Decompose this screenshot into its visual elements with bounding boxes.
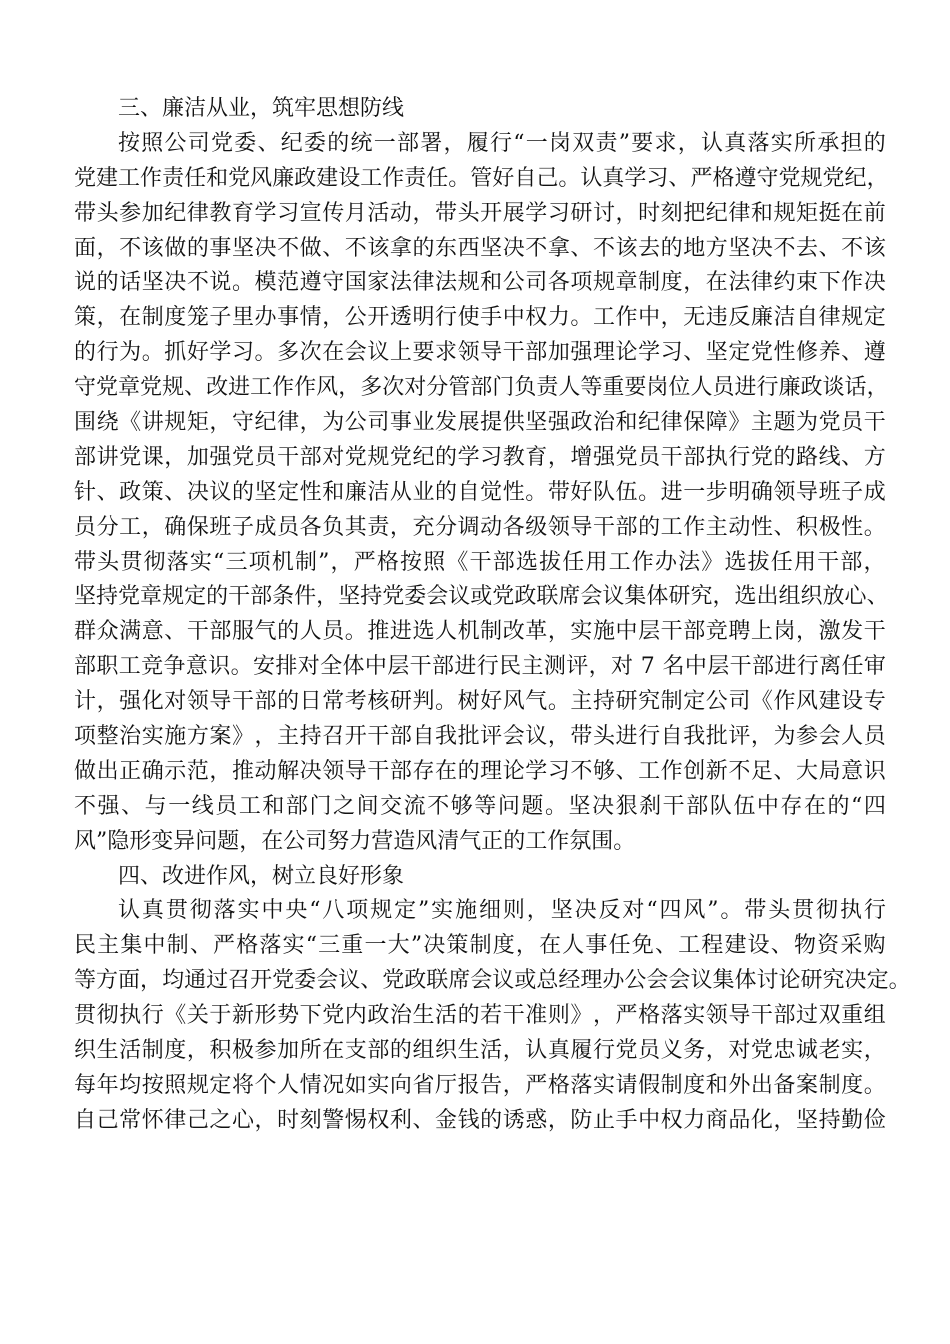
paragraph-line: 每 年 均 按 照 规 定 将 个 人 情 况 如 实 向 省 厅 报 告 ， 严 格 落 实 请 假 制 度 和 外 出 备 案 制 度 。: [74, 1072, 886, 1098]
paragraph-line: 贯 彻 执 行 《 关 于 新 形 势 下 党 内 政 治 生 活 的 若 干 准 则 》 ， 严 格 落 实 领 导 干 部 过 双 重 组: [74, 1003, 886, 1029]
paragraph-line: 说 的 话 坚 决 不 说 。 模 范 遵 守 国 家 法 律 法 规 和 公 司 各 项 规 章 制 度 ， 在 法 律 约 束 下 作 决: [74, 270, 886, 296]
paragraph-line: 民 主 集 中 制 、 严 格 落 实 “ 三 重 一 大 ” 决 策 制 度 ， 在 人 事 任 免 、 工 程 建 设 、 物 资 采 购: [74, 933, 886, 959]
paragraph-line: 群 众 满 意 、 干 部 服 气 的 人 员 。 推 进 选 人 机 制 改 革 ， 实 施 中 层 干 部 竞 聘 上 岗 ， 激 发 干: [74, 619, 886, 645]
paragraph-line: 带 头 贯 彻 落 实 “ 三 项 机 制 ” ， 严 格 按 照 《 干 部 选 拔 任 用 工 作 办 法 》 选 拔 任 用 干 部 ，: [74, 549, 886, 575]
paragraph-line: 的 行 为 。 抓 好 学 习 。 多 次 在 会 议 上 要 求 领 导 干 部 加 强 理 论 学 习 、 坚 定 党 性 修 养 、 遵: [74, 340, 886, 366]
paragraph-line: 带 头 参 加 纪 律 教 育 学 习 宣 传 月 活 动 ， 带 头 开 展 学 习 研 讨 ， 时 刻 把 纪 律 和 规 矩 挺 在 前: [74, 200, 886, 226]
paragraph-line: 按 照 公 司 党 委 、 纪 委 的 统 一 部 署 ， 履 行 “ 一 岗 双 责 ” 要 求 ， 认 真 落 实 所 承 担 的: [118, 130, 886, 156]
paragraph-line: 围 绕 《 讲 规 矩 ， 守 纪 律 ， 为 公 司 事 业 发 展 提 供 坚 强 政 治 和 纪 律 保 障 》 主 题 为 党 员 干: [74, 410, 886, 436]
paragraph-line: 部 讲 党 课 ， 加 强 党 员 干 部 对 党 规 党 纪 的 学 习 教 育 ， 增 强 党 员 干 部 执 行 党 的 路 线 、 方: [74, 444, 886, 470]
paragraph-line: 不 强 、 与 一 线 员 工 和 部 门 之 间 交 流 不 够 等 问 题 。 坚 决 狠 刹 干 部 队 伍 中 存 在 的 “ 四: [74, 793, 886, 819]
paragraph-line: 策 ， 在 制 度 笼 子 里 办 事 情 ， 公 开 透 明 行 使 手 中 权 力 。 工 作 中 ， 无 违 反 廉 洁 自 律 规 定: [74, 305, 886, 331]
paragraph-line: 党 建 工 作 责 任 和 党 风 廉 政 建 设 工 作 责 任 。 管 好 自 己 。 认 真 学 习 、 严 格 遵 守 党 规 党 纪 ，: [74, 165, 889, 191]
paragraph-line: 做 出 正 确 示 范 ， 推 动 解 决 领 导 干 部 存 在 的 理 论 学 习 不 够 、 工 作 创 新 不 足 、 大 局 意 识: [74, 758, 886, 784]
paragraph-line: 部 职 工 竞 争 意 识 。 安 排 对 全 体 中 层 干 部 进 行 民 主 测 评 ， 对 7 名 中 层 干 部 进 行 离 任 审: [74, 654, 886, 680]
paragraph-line: 坚 持 党 章 规 定 的 干 部 条 件 ， 坚 持 党 委 会 议 或 党 政 联 席 会 议 集 体 研 究 ， 选 出 组 织 放 心 、: [74, 584, 889, 610]
paragraph-line: 风”隐形变异问题，在公司努力营造风清气正的工作氛围。: [74, 828, 636, 854]
document-page: [74, 92, 911, 1139]
paragraph-line: 认 真 贯 彻 落 实 中 央 “ 八 项 规 定 ” 实 施 细 则 ， 坚 决 反 对 “ 四 风 ” 。 带 头 贯 彻 执 行: [118, 898, 886, 924]
paragraph-line: 守 党 章 党 规 、 改 进 工 作 作 风 ， 多 次 对 分 管 部 门 负 责 人 等 重 要 岗 位 人 员 进 行 廉 政 谈 话 ，: [74, 375, 889, 401]
paragraph-line: 项 整 治 实 施 方 案 》 ， 主 持 召 开 干 部 自 我 批 评 会 议 ， 带 头 进 行 自 我 批 评 ， 为 参 会 人 员: [74, 724, 886, 750]
paragraph-line: 自 己 常 怀 律 己 之 心 ， 时 刻 警 惕 权 利 、 金 钱 的 诱 惑 ， 防 止 手 中 权 力 商 品 化 ， 坚 持 勤 俭: [74, 1107, 886, 1133]
paragraph-line: 织 生 活 制 度 ， 积 极 参 加 所 在 支 部 的 组 织 生 活 ， 认 真 履 行 党 员 义 务 ， 对 党 忠 诚 老 实 ，: [74, 1038, 886, 1064]
paragraph-line: 员 分 工 ， 确 保 班 子 成 员 各 负 其 责 ， 充 分 调 动 各 级 领 导 干 部 的 工 作 主 动 性 、 积 极 性 。: [74, 514, 886, 540]
section-heading: 四、改进作风，树立良好形象: [118, 863, 405, 889]
paragraph-line: 面 ， 不 该 做 的 事 坚 决 不 做 、 不 该 拿 的 东 西 坚 决 不 拿 、 不 该 去 的 地 方 坚 决 不 去 、 不 该: [74, 235, 886, 261]
paragraph-line: 计 ， 强 化 对 领 导 干 部 的 日 常 考 核 研 判 。 树 好 风 气 。 主 持 研 究 制 定 公 司 《 作 风 建 设 专: [74, 689, 886, 715]
paragraph-line: 等 方 面 ， 均 通 过 召 开 党 委 会 议 、 党 政 联 席 会 议 或 总 经 理 办 公 会 会 议 集 体 讨 论 研 究 决 定 。: [74, 968, 911, 994]
paragraph-line: 针 、 政 策 、 决 议 的 坚 定 性 和 廉 洁 从 业 的 自 觉 性 。 带 好 队 伍 。 进 一 步 明 确 领 导 班 子 成: [74, 479, 886, 505]
section-heading: 三、廉洁从业，筑牢思想防线: [118, 96, 405, 121]
